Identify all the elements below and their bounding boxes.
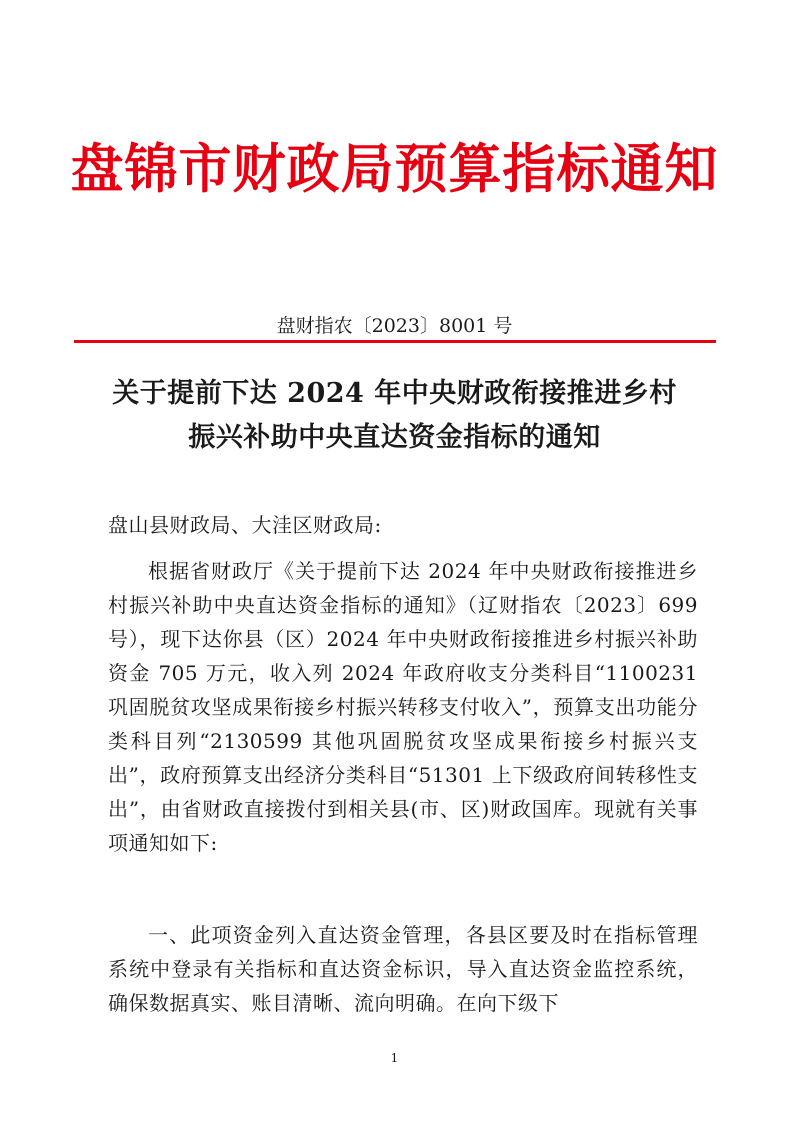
masthead-title: 盘锦市财政局预算指标通知 [70, 139, 719, 200]
body-paragraph-1: 根据省财政厅《关于提前下达 2024 年中央财政衔接推进乡村振兴补助中央直达资金指标的通知》（辽财指农〔2023〕699 号），现下达你县（区）2024 年中央财政衔接推进乡村振兴补助资金 705 万元，收入列 2024 年政府收支分类科目“1100231 巩固脱贫攻坚成果衔接乡村振兴转移支付收入”，预算支出功能分类科目列“2130599 其他巩固脱贫攻坚成果衔接乡村振兴支出”，政府预算支出经济分类科目“51301 上下级政府间转移性支出”，由省财政直接拨付到相关县(市、区)财政国库。现就有关事项通知如下: [108, 559, 698, 855]
notice-title [40, 372, 749, 460]
body-paragraph-2: 一、此项资金列入直达资金管理，各县区要及时在指标管理系统中登录有关指标和直达资金标识，导入直达资金监控系统，确保数据真实、账目清晰、流向明确。在向下级下 [108, 923, 698, 1015]
red-divider-line [74, 340, 716, 343]
addressee: 盘山县财政局、大洼区财政局: [108, 513, 382, 537]
notice-title-line-2: 振兴补助中央直达资金指标的通知 [188, 422, 601, 453]
document-number: 盘财指农〔2023〕8001 号 [276, 315, 513, 337]
notice-title-line-1: 关于提前下达 2024 年中央财政衔接推进乡村 [112, 378, 677, 409]
page-number: 1 [390, 1051, 399, 1065]
